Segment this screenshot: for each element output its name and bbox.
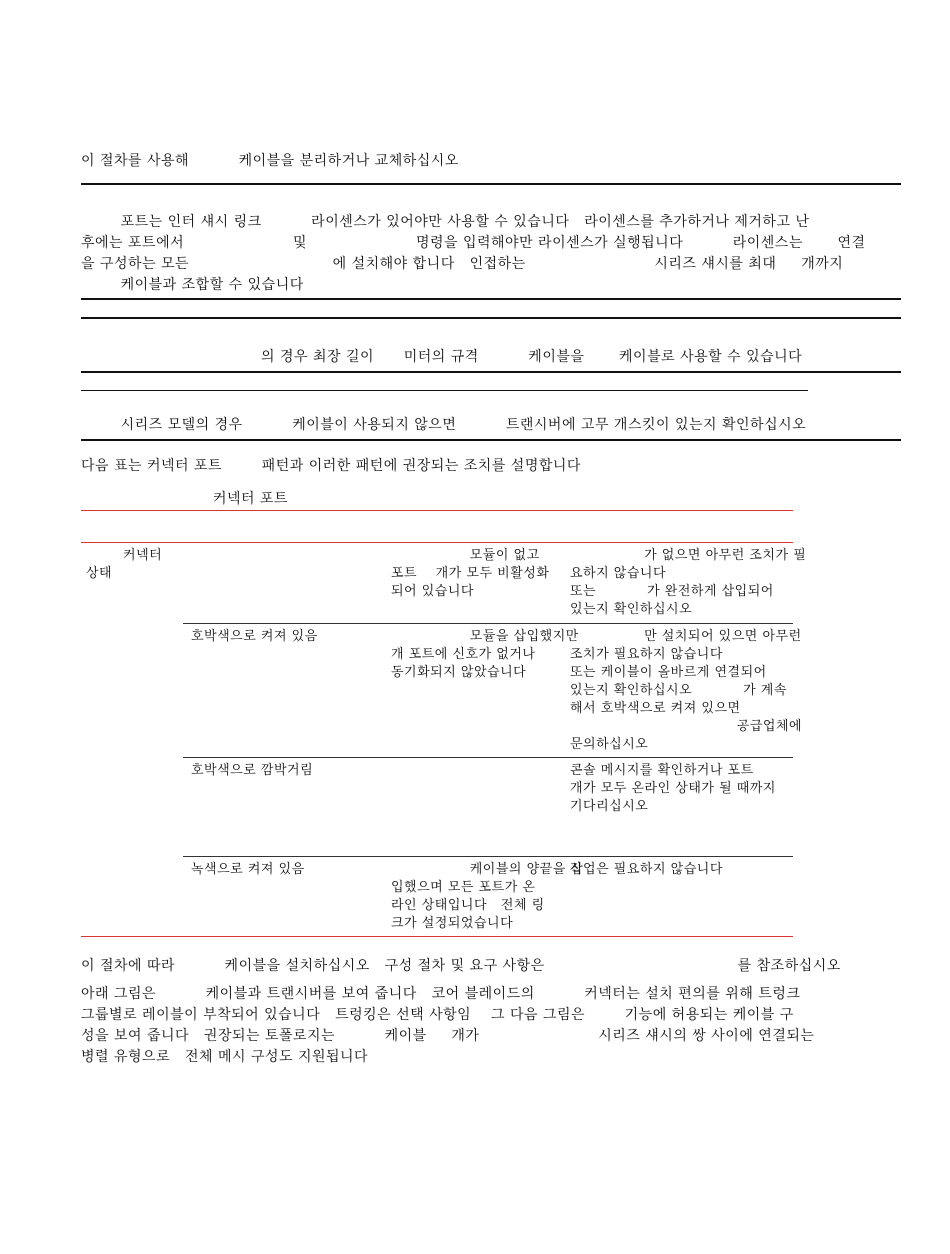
row-1-meaning-line: 포트 개가 모두 비활성화 <box>391 566 550 581</box>
row-2-action <box>570 628 802 754</box>
figure-note-line-1: 아래 그림은 케이블과 트랜시버를 보여 줍니다 코어 블레이드의 커넥터는 설치 편의를 위해 트렁크 <box>81 986 801 1002</box>
row-4-action <box>570 861 723 879</box>
row-3-divider <box>183 856 793 857</box>
procedure-intro: 이 절차를 사용해 케이블을 분리하거나 교체하십시오 <box>81 153 459 169</box>
row-2-action-line: 공급업체에 <box>570 719 803 734</box>
length-note: 의 경우 최장 길이 미터의 규격 케이블을 케이블로 사용할 수 있습니다 <box>261 349 803 365</box>
header-label-line-2: 상태 <box>86 566 113 581</box>
row-2-state: 호박색으로 켜져 있음 <box>191 629 318 644</box>
row-2-action-line: 해서 호박색으로 켜져 있으면 <box>570 701 741 716</box>
gasket-note: 시리즈 모델의 경우 케이블이 사용되지 않으면 트랜시버에 고무 개스킷이 있는지 확인하십시오 <box>81 417 807 433</box>
row-4-meaning-line: 케이블의 양끝을 삽 <box>391 862 584 877</box>
figure-note-line-4: 병렬 유형으로 전체 메시 구성도 지원됩니다 <box>81 1049 369 1065</box>
row-4-meaning-line: 라인 상태입니다 전체 링 <box>391 898 545 913</box>
license-note <box>81 212 901 296</box>
license-note-line-4: 케이블과 조합할 수 있습니다 <box>81 277 304 293</box>
row-1-action-line: 있는지 확인하십시오 <box>570 602 693 617</box>
row-2-action-line: 또는 케이블이 올바르게 연결되어 <box>570 665 767 680</box>
row-1-meaning-line: 되어 있습니다 <box>391 584 474 599</box>
row-2-meaning <box>391 628 579 682</box>
row-1-divider <box>183 623 793 624</box>
table-caption: 커넥터 포트 <box>213 491 289 507</box>
row-4-action-line: 작업은 필요하지 않습니다 <box>570 862 723 877</box>
row-1-action-line: 가 없으면 아무런 조치가 필 <box>570 548 807 563</box>
divider-length-end <box>81 371 901 373</box>
table-top-rule <box>81 510 793 511</box>
row-4-state: 녹색으로 켜져 있음 <box>191 862 305 877</box>
figure-note <box>81 984 901 1068</box>
table-row-header-label <box>86 547 162 583</box>
row-4-meaning-line: 크가 설정되었습니다 <box>391 916 514 931</box>
table-bottom-rule <box>81 936 793 937</box>
row-2-action-line: 만 설치되어 있으면 아무런 <box>570 629 802 644</box>
table-intro: 다음 표는 커넥터 포트 패턴과 이러한 패턴에 권장되는 조치를 설명합니다 <box>81 458 581 474</box>
row-2-divider <box>183 757 793 758</box>
license-note-line-2: 후에는 포트에서 및 명령을 입력해야만 라이센스가 실행됩니다 라이센스는 연결 <box>81 235 866 251</box>
row-3-action-line: 콘솔 메시지를 확인하거나 포트 <box>570 763 754 778</box>
row-3-action-line: 기다리십시오 <box>570 799 649 814</box>
row-4-meaning <box>391 861 583 933</box>
divider-length-start <box>81 317 901 319</box>
row-2-action-line: 조치가 필요하지 않습니다 <box>570 647 723 662</box>
figure-note-line-3: 성을 보여 줍니다 권장되는 토폴로지는 케이블 개가 시리즈 섀시의 쌍 사이에 연결되는 <box>81 1028 815 1044</box>
row-1-action-line: 또는 가 완전하게 삽입되어 <box>570 584 774 599</box>
divider-gasket-start <box>81 390 808 391</box>
row-4-meaning-line: 입했으며 모든 포트가 온 <box>391 880 536 895</box>
row-2-action-line: 문의하십시오 <box>570 737 649 752</box>
license-note-line-3: 을 구성하는 모든 에 설치해야 합니다 인접하는 시리즈 섀시를 최대 개까지 <box>81 256 844 272</box>
divider-license-end <box>81 298 901 300</box>
install-note: 이 절차에 따라 케이블을 설치하십시오 구성 절차 및 요구 사항은 를 참조하십시오 <box>81 958 841 974</box>
row-1-action-line: 요하지 않습니다 <box>570 566 667 581</box>
header-label-line-1: 커넥터 <box>86 548 163 563</box>
row-3-action <box>570 762 776 816</box>
row-3-action-line: 개가 모두 온라인 상태가 될 때까지 <box>570 781 776 796</box>
row-2-meaning-line: 모듈을 삽입했지만 <box>391 629 579 644</box>
table-header-rule <box>81 542 793 543</box>
divider-top <box>81 183 901 185</box>
row-2-meaning-line: 동기화되지 않았습니다 <box>391 665 527 680</box>
row-3-state: 호박색으로 깜박거림 <box>191 763 314 778</box>
row-2-action-line: 있는지 확인하십시오 가 계속 <box>570 683 787 698</box>
license-note-line-1: 포트는 인터 섀시 링크 라이센스가 있어야만 사용할 수 있습니다 라이센스를 추가하거나 제거하고 난 <box>81 214 810 230</box>
divider-gasket-end <box>81 439 901 441</box>
row-1-meaning <box>391 547 549 601</box>
row-1-action <box>570 547 806 619</box>
row-1-meaning-line: 모듈이 없고 <box>391 548 540 563</box>
figure-note-line-2: 그룹별로 레이블이 부착되어 있습니다 트렁킹은 선택 사항임 그 다음 그림은 기능에 허용되는 케이블 구 <box>81 1007 794 1023</box>
row-2-meaning-line: 개 포트에 신호가 없거나 <box>391 647 536 662</box>
